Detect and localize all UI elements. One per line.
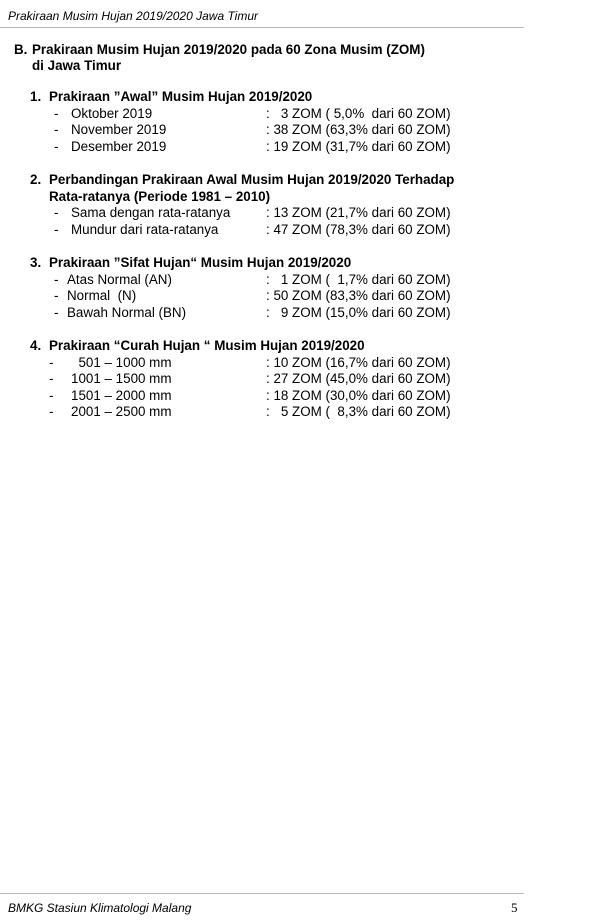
list-item xyxy=(0,222,600,239)
list-dash: - xyxy=(54,221,59,237)
subsection-heading-text xyxy=(49,172,519,205)
list-item xyxy=(0,404,600,421)
subsection-number: 4. xyxy=(30,338,42,353)
page-number: 5 xyxy=(511,900,518,915)
item-label: Oktober 2019 xyxy=(71,105,153,121)
item-value: : 1 ZOM ( 1,7% dari 60 ZOM) xyxy=(266,271,451,287)
list-dash: - xyxy=(49,404,54,419)
list-dash: - xyxy=(54,271,59,287)
subsection-heading-text: Prakiraan “Curah Hujan “ Musim Hujan 2019/2020 xyxy=(49,338,365,353)
section-letter: B. xyxy=(14,42,28,57)
list-dash: - xyxy=(54,122,59,137)
list-dash: - xyxy=(54,138,59,154)
list-dash: - xyxy=(49,371,54,386)
item-value: : 13 ZOM (21,7% dari 60 ZOM) xyxy=(266,205,451,220)
section-title-line-2: di Jawa Timur xyxy=(32,58,122,73)
list-item xyxy=(0,139,600,156)
item-value: : 38 ZOM (63,3% dari 60 ZOM) xyxy=(266,122,451,137)
list-dash: - xyxy=(49,354,54,370)
list-item xyxy=(0,371,600,388)
item-label: Mundur dari rata-ratanya xyxy=(71,221,219,237)
subsection-number: 1. xyxy=(30,89,42,104)
item-label: November 2019 xyxy=(71,122,167,137)
item-value: : 50 ZOM (83,3% dari 60 ZOM) xyxy=(266,288,451,303)
item-label: Desember 2019 xyxy=(71,138,167,154)
section-title-text xyxy=(32,42,512,74)
item-value: : 5 ZOM ( 8,3% dari 60 ZOM) xyxy=(266,404,451,419)
item-value: : 19 ZOM (31,7% dari 60 ZOM) xyxy=(266,138,451,154)
list-item xyxy=(0,205,600,222)
list-item xyxy=(0,355,600,372)
list-dash: - xyxy=(49,387,54,403)
header-rule xyxy=(0,27,524,28)
list-item xyxy=(0,305,600,322)
list-item xyxy=(0,288,600,305)
list-dash: - xyxy=(54,105,59,121)
subsection-heading-line-2: Rata-ratanya (Periode 1981 – 2010) xyxy=(49,188,271,204)
item-value: : 18 ZOM (30,0% dari 60 ZOM) xyxy=(266,387,451,403)
item-label: Sama dengan rata-ratanya xyxy=(71,205,231,220)
footer-rule xyxy=(0,893,524,894)
item-label: 2001 – 2500 mm xyxy=(71,404,172,419)
running-header: Prakiraan Musim Hujan 2019/2020 Jawa Timur xyxy=(8,9,259,23)
list-item xyxy=(0,272,600,289)
list-item xyxy=(0,388,600,405)
subsection-heading-text: Prakiraan ”Sifat Hujan“ Musim Hujan 2019/2020 xyxy=(49,255,352,270)
item-value: : 47 ZOM (78,3% dari 60 ZOM) xyxy=(266,221,451,237)
item-label: 1501 – 2000 mm xyxy=(71,387,172,403)
list-item xyxy=(0,122,600,139)
list-dash: - xyxy=(54,205,59,220)
item-value: : 10 ZOM (16,7% dari 60 ZOM) xyxy=(266,354,451,370)
section-title-line-1: Prakiraan Musim Hujan 2019/2020 pada 60 Zona Musim (ZOM) xyxy=(32,42,425,57)
subsection-number: 3. xyxy=(30,255,42,270)
item-label: Atas Normal (AN) xyxy=(67,271,172,287)
item-label: Normal (N) xyxy=(67,288,137,303)
item-label: Bawah Normal (BN) xyxy=(67,304,187,320)
subsection-heading-line-1: Perbandingan Prakiraan Awal Musim Hujan 2019/2020 Terhadap xyxy=(49,172,455,187)
list-item xyxy=(0,106,600,123)
list-dash: - xyxy=(54,288,59,303)
list-dash: - xyxy=(54,304,59,320)
footer-text: BMKG Stasiun Klimatologi Malang xyxy=(8,901,192,915)
item-value: : 27 ZOM (45,0% dari 60 ZOM) xyxy=(266,371,451,386)
item-label: 1001 – 1500 mm xyxy=(71,371,172,386)
item-value: : 3 ZOM ( 5,0% dari 60 ZOM) xyxy=(266,105,451,121)
subsection-number: 2. xyxy=(30,172,42,187)
subsection-heading-text: Prakiraan ”Awal” Musim Hujan 2019/2020 xyxy=(49,89,313,104)
item-label: 501 – 1000 mm xyxy=(71,354,172,370)
item-value: : 9 ZOM (15,0% dari 60 ZOM) xyxy=(266,304,451,320)
